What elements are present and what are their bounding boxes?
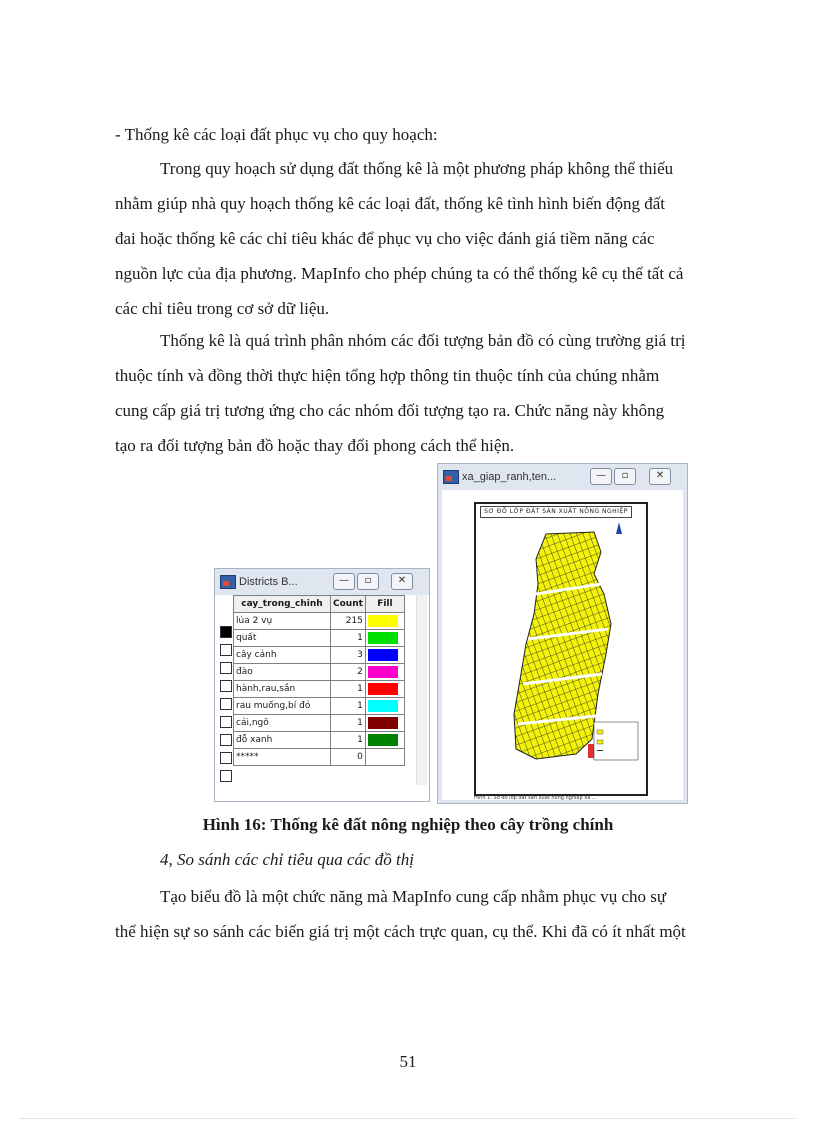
row-select-checkbox[interactable]: [220, 626, 232, 638]
paragraph-2: [115, 323, 742, 463]
count-cell: 1: [331, 732, 366, 749]
row-select-checkbox[interactable]: [220, 716, 232, 728]
table-row[interactable]: [234, 647, 405, 664]
count-cell: 1: [331, 715, 366, 732]
column-header[interactable]: Fill: [365, 596, 404, 613]
count-cell: 0: [331, 749, 366, 766]
page-bottom-border: [20, 1118, 796, 1119]
paragraph-line: Trong quy hoạch sử dụng đất thống kê là một phương pháp không thể thiếu: [160, 159, 674, 178]
paragraph-line: Thống kê là quá trình phân nhóm các đối tượng bản đồ có cùng trường giá trị: [160, 331, 686, 350]
row-select-checkbox[interactable]: [220, 698, 232, 710]
table-row[interactable]: [234, 715, 405, 732]
paragraph-line: các chỉ tiêu trong cơ sở dữ liệu.: [115, 299, 330, 318]
paragraph-line: đai hoặc thống kê các chỉ tiêu khác để phục vụ cho việc đánh giá tiềm năng các: [115, 229, 655, 248]
column-header[interactable]: Count: [331, 596, 366, 613]
map-window[interactable]: [437, 463, 688, 804]
paragraph-line: thể hiện sự so sánh các biến giá trị một cách trực quan, cụ thể. Khi đã có ít nhất một: [115, 922, 686, 941]
table-row[interactable]: [234, 613, 405, 630]
north-arrow-icon: [616, 522, 622, 534]
minimize-button[interactable]: —: [590, 468, 612, 485]
fill-swatch: [368, 666, 398, 678]
count-cell: 215: [331, 613, 366, 630]
map-window-icon: [443, 470, 459, 484]
fill-cell: [365, 664, 404, 681]
count-cell: 3: [331, 647, 366, 664]
vertical-scrollbar[interactable]: [416, 595, 427, 785]
districts-titlebar[interactable]: [215, 569, 429, 595]
figure-caption: Hình 16: Thống kê đất nông nghiệp theo cây trồng chính: [202, 815, 614, 834]
row-select-checkbox[interactable]: [220, 734, 232, 746]
count-cell: 1: [331, 681, 366, 698]
fill-swatch: [368, 700, 398, 712]
category-cell: quất: [234, 630, 331, 647]
row-select-checkbox[interactable]: [220, 770, 232, 782]
column-header[interactable]: cay_trong_chinh: [234, 596, 331, 613]
table-row[interactable]: [234, 664, 405, 681]
category-cell: đào: [234, 664, 331, 681]
count-cell: 2: [331, 664, 366, 681]
close-button[interactable]: ✕: [649, 468, 671, 485]
section-subheading: 4, So sánh các chỉ tiêu qua các đồ thị: [160, 850, 415, 869]
maximize-button[interactable]: ▫: [614, 468, 636, 485]
fill-cell: [365, 630, 404, 647]
map-footer-caption: Hình 1: Sơ đồ lớp đất sản xuất nông nghiệp xã ...: [474, 795, 597, 801]
fill-swatch: [368, 632, 398, 644]
paragraph-1: [115, 151, 742, 326]
fill-swatch: [368, 734, 398, 746]
browser-window-icon: [220, 575, 236, 589]
fill-cell: [365, 732, 404, 749]
page-number: 51: [399, 1052, 417, 1071]
section-heading: - Thống kê các loại đất phục vụ cho quy hoạch:: [115, 125, 438, 144]
minimize-button[interactable]: —: [333, 573, 355, 590]
paragraph-line: nguồn lực của địa phương. MapInfo cho phép chúng ta có thể thống kê cụ thể tất cả: [115, 264, 684, 283]
paragraph-line: Tạo biểu đồ là một chức năng mà MapInfo cung cấp nhằm phục vụ cho sự: [160, 887, 667, 906]
fill-cell: [365, 613, 404, 630]
fill-cell: [365, 698, 404, 715]
fill-swatch: [368, 683, 398, 695]
table-row[interactable]: [234, 630, 405, 647]
category-cell: *****: [234, 749, 331, 766]
field-map-graphic: [476, 504, 642, 790]
map-title: SƠ ĐỒ LỚP ĐẤT SẢN XUẤT NÔNG NGHIỆP: [480, 506, 632, 518]
table-row[interactable]: [234, 732, 405, 749]
fill-swatch: [368, 717, 398, 729]
table-row[interactable]: [234, 749, 405, 766]
fill-cell: [365, 749, 404, 766]
table-row[interactable]: [234, 681, 405, 698]
map-layout-frame: [474, 502, 648, 796]
count-cell: 1: [331, 698, 366, 715]
map-window-title: xa_giap_ranh,ten...: [462, 471, 557, 483]
highlight-plot: [588, 744, 594, 758]
category-cell: đỗ xanh: [234, 732, 331, 749]
table-row[interactable]: [234, 698, 405, 715]
category-cell: lúa 2 vụ: [234, 613, 331, 630]
category-cell: rau muống,bí đỏ: [234, 698, 331, 715]
close-button[interactable]: ✕: [391, 573, 413, 590]
maximize-button[interactable]: ▫: [357, 573, 379, 590]
fill-swatch: [368, 751, 398, 763]
paragraph-3: [115, 879, 742, 949]
paragraph-line: nhằm giúp nhà quy hoạch thống kê các loại đất, thống kê tình hình biến động đất: [115, 194, 666, 213]
districts-table: [233, 595, 405, 766]
category-cell: hành,rau,sắn: [234, 681, 331, 698]
paragraph-line: cung cấp giá trị tương ứng cho các nhóm đối tượng tạo ra. Chức năng này không: [115, 401, 665, 420]
fill-cell: [365, 715, 404, 732]
paragraph-line: thuộc tính và đồng thời thực hiện tổng hợp thông tin thuộc tính của chúng nhằm: [115, 366, 660, 385]
category-cell: cải,ngô: [234, 715, 331, 732]
fill-cell: [365, 681, 404, 698]
fill-swatch: [368, 615, 398, 627]
districts-browser-window[interactable]: [214, 568, 430, 802]
category-cell: cây cảnh: [234, 647, 331, 664]
fill-cell: [365, 647, 404, 664]
fill-swatch: [368, 649, 398, 661]
count-cell: 1: [331, 630, 366, 647]
row-select-checkbox[interactable]: [220, 662, 232, 674]
districts-window-title: Districts B...: [239, 576, 298, 588]
table-header-row: [234, 596, 405, 613]
row-select-checkbox[interactable]: [220, 752, 232, 764]
row-select-checkbox[interactable]: [220, 644, 232, 656]
map-titlebar[interactable]: [438, 464, 687, 490]
paragraph-line: tạo ra đối tượng bản đồ hoặc thay đổi phong cách thể hiện.: [115, 436, 515, 455]
row-select-checkbox[interactable]: [220, 680, 232, 692]
